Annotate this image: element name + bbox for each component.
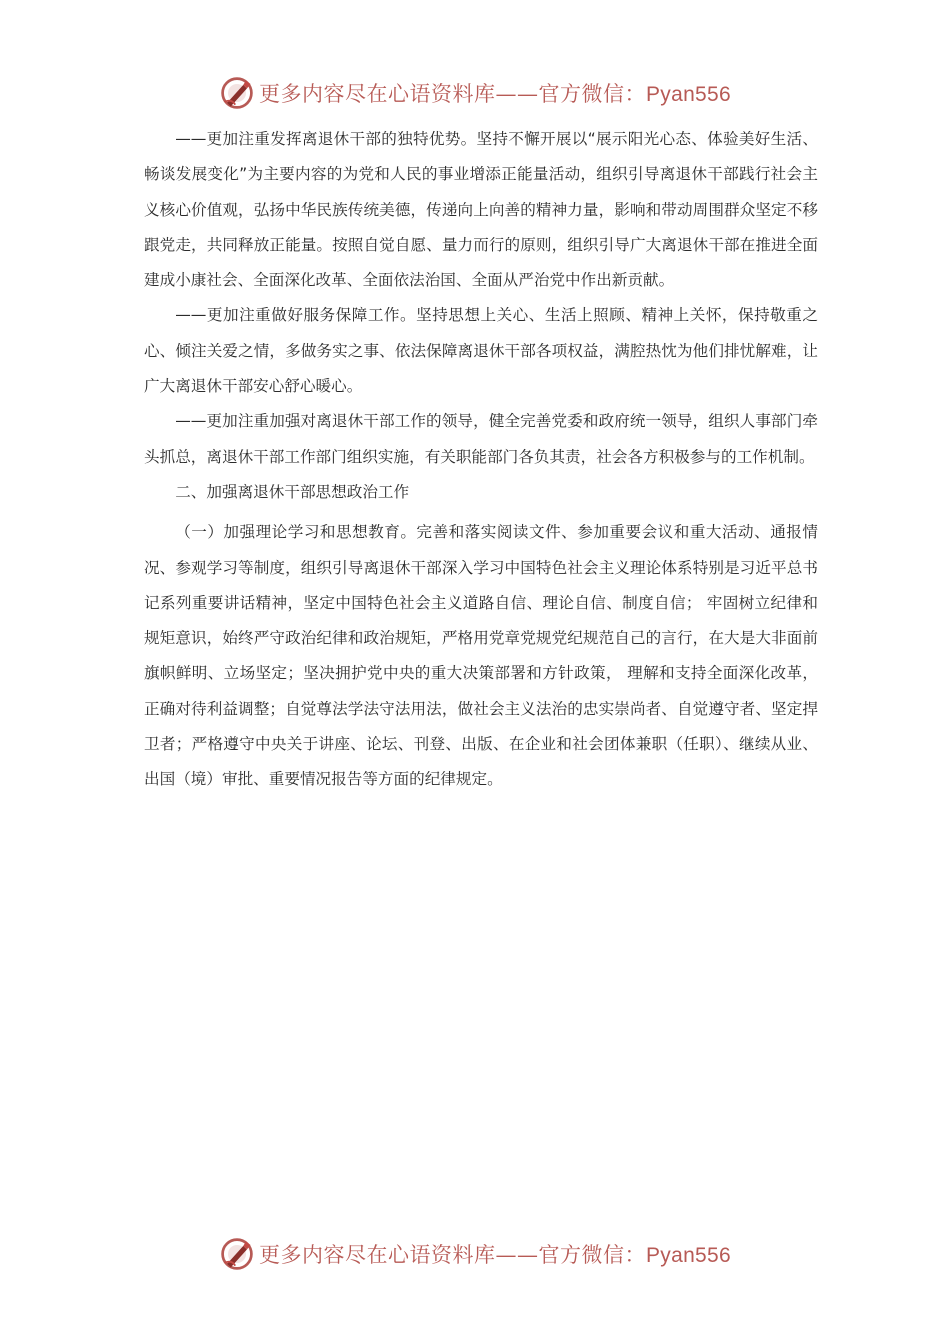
paragraph-2: ——更加注重做好服务保障工作。坚持思想上关心、生活上照顾、精神上关怀，保持敬重之心、倾注关爱之情，多做务实之事、依法保障离退休干部各项权益，满腔热忱为他们排忧解难，让广大离退休干部安心舒心暖心。 (144, 306, 818, 396)
document-body (144, 122, 818, 798)
paragraph-3: ——更加注重加强对离退休干部工作的领导，健全完善党委和政府统一领导，组织人事部门牵头抓总，离退休干部工作部门组织实施，有关职能部门各负其责，社会各方积极参与的工作机制。 (144, 412, 818, 466)
header-banner (0, 71, 950, 115)
footer-banner-wechat-label: 官方微信： (538, 1243, 646, 1267)
footer-banner (0, 1232, 950, 1276)
paragraph-1: ——更加注重发挥离退休干部的独特优势。坚持不懈开展以“展示阳光心态、体验美好生活、畅谈发展变化”为主要内容的为党和人民的事业增添正能量活动，组织引导离退休干部践行社会主义核心价值观，弘扬中华民族传统美德，传递向上向善的精神力量，影响和带动周围群众坚定不移跟党走，共同释放正能量。按照自觉自愿、量力而行的原则，组织引导广大离退休干部在推进全面建成小康社会、全面深化改革、全面依法治国、全面从严治党中作出新贡献。 (144, 130, 818, 290)
paragraph-4: （一）加强理论学习和思想教育。完善和落实阅读文件、参加重要会议和重大活动、通报情况、参观学习等制度，组织引导离退休干部深入学习中国特色社会主义理论体系特别是习近平总书记系列重要讲话精神，坚定中国特色社会主义道路自信、理论自信、制度自信； 牢固树立纪律和规矩意识，始终严守政治纪律和政治规矩，严格用党章党规党纪规范自己的言行，在大是大非面前旗帜鲜明、立场坚定；坚决拥护党中央的重大决策部署和方针政策， 理解和支持全面深化改革，正确对待利益调整；自觉尊法学法守法用法，做社会主义法治的忠实崇尚者、自觉遵守者、坚定捍卫者；严格遵守中央关于讲座、论坛、刊登、出版、在企业和社会团体兼职（任职）、继续从业、出国（境）审批、重要情况报告等方面的纪律规定。 (144, 523, 818, 789)
pen-circle-logo-icon (219, 1236, 255, 1272)
header-banner-main: 更多内容尽在心语资料库 (258, 82, 496, 106)
footer-banner-dash: —— (495, 1243, 539, 1267)
header-banner-wechat-id: Pyan556 (645, 83, 731, 106)
header-banner-dash: —— (495, 82, 539, 106)
footer-banner-main: 更多内容尽在心语资料库 (258, 1243, 496, 1267)
header-banner-wechat-label: 官方微信： (538, 82, 646, 106)
footer-banner-wechat-id: Pyan556 (645, 1244, 731, 1267)
pen-circle-logo-icon (219, 75, 255, 111)
header-banner-text (259, 78, 731, 108)
footer-banner-text (259, 1239, 731, 1269)
section-heading: 二、加强离退休干部思想政治工作 (175, 482, 410, 501)
